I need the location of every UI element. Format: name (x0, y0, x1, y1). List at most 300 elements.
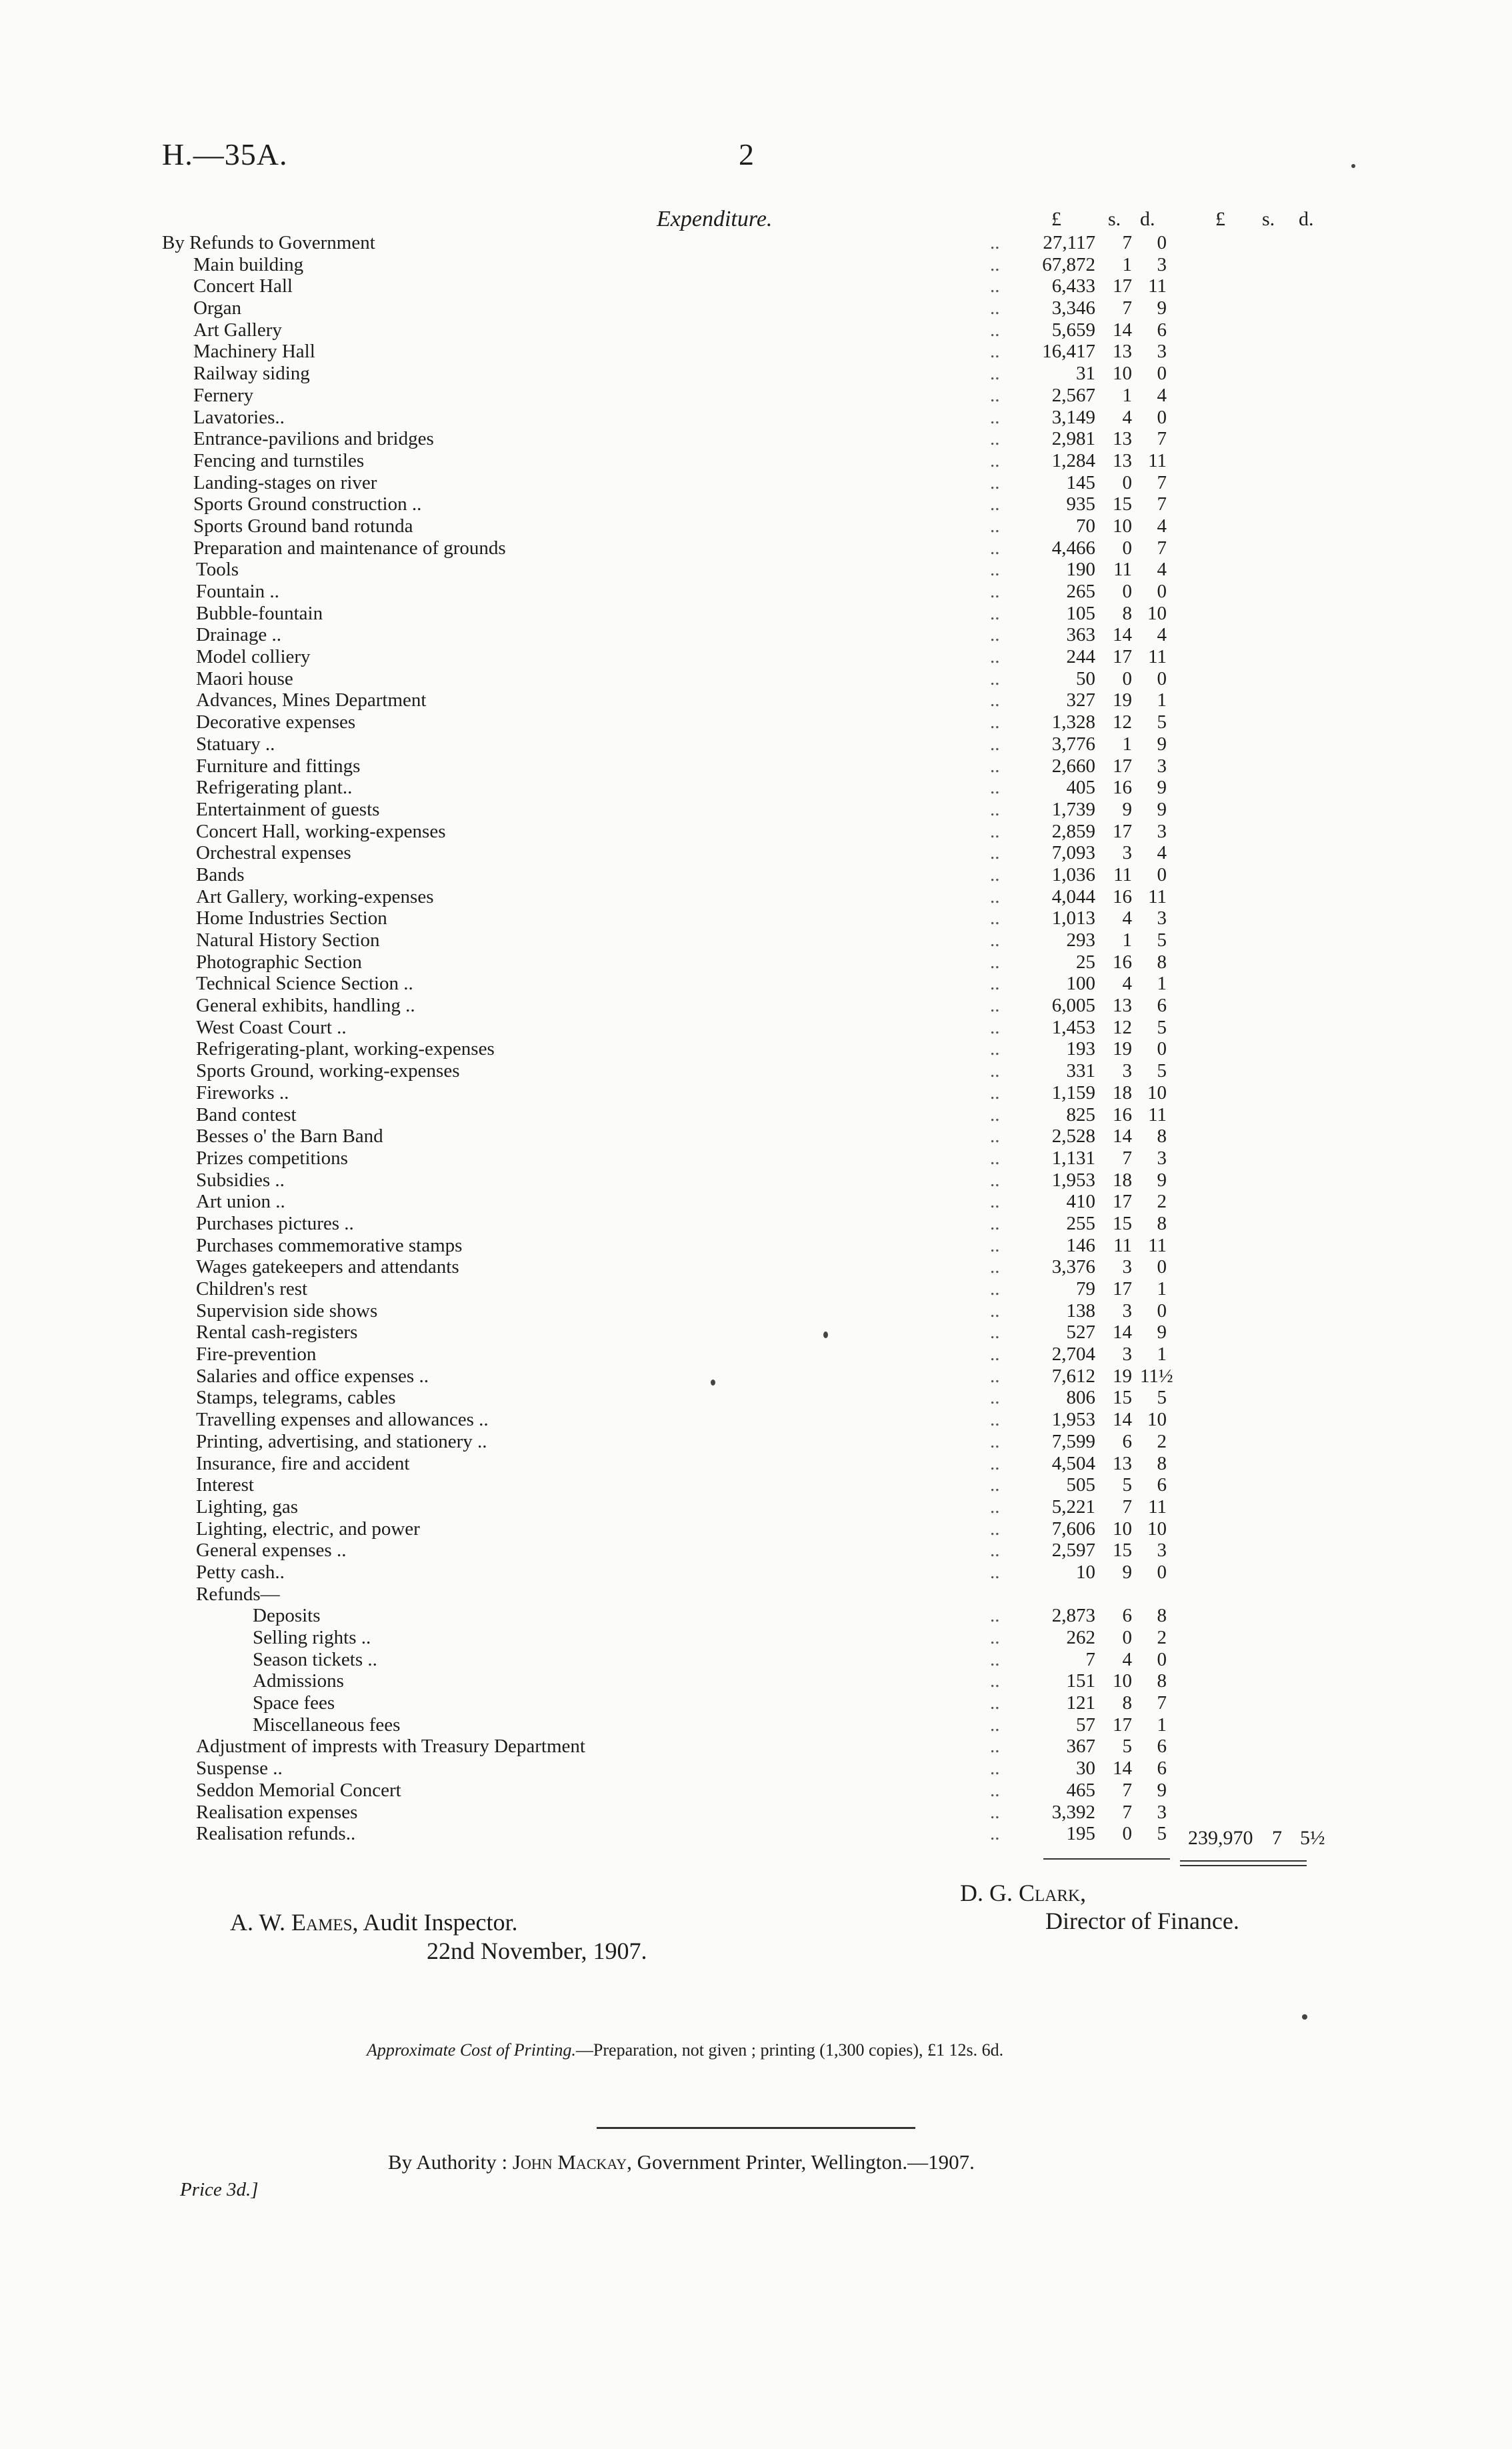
amount-pounds: 4,504 (1051, 1452, 1095, 1474)
leader-dots: .. (990, 1540, 1000, 1562)
table-row (0, 799, 1512, 821)
grand-total-shillings: 7 (1272, 1827, 1282, 1849)
table-row (0, 1474, 1512, 1496)
table-row (0, 1649, 1512, 1671)
amount-pence: 0 (1157, 1648, 1167, 1670)
amount-shillings: 10 (1113, 363, 1132, 385)
leader-dots: .. (990, 777, 1000, 799)
table-row (0, 1191, 1512, 1213)
row-label: Fire-prevention (196, 1344, 317, 1366)
row-label: Railway siding (193, 363, 310, 385)
row-label: Fireworks .. (196, 1081, 289, 1103)
leader-dots: .. (990, 1365, 1000, 1387)
leader-dots: .. (990, 1060, 1000, 1082)
amount-pounds: 806 (1066, 1387, 1095, 1409)
amount-pounds: 1,953 (1051, 1169, 1095, 1191)
inspector-surname: Eames (291, 1909, 353, 1936)
table-row (0, 711, 1512, 733)
leader-dots: .. (990, 798, 1000, 820)
printer-authority-line (388, 2150, 975, 2174)
leader-dots: .. (990, 1670, 1000, 1692)
table-row (0, 842, 1512, 864)
leader-dots: .. (990, 449, 1000, 471)
amount-pence: 9 (1157, 1322, 1167, 1344)
row-label: Travelling expenses and allowances .. (196, 1409, 489, 1431)
table-row (0, 515, 1512, 537)
amount-shillings: 8 (1122, 1692, 1132, 1714)
amount-shillings: 3 (1122, 842, 1132, 864)
row-label: Sports Ground construction .. (193, 493, 422, 515)
amount-pence: 1 (1157, 689, 1167, 711)
amount-pence: 8 (1157, 1452, 1167, 1474)
leader-dots: .. (990, 1823, 1000, 1845)
amount-pounds: 1,159 (1051, 1081, 1095, 1103)
amount-pounds: 244 (1066, 646, 1095, 668)
amount-shillings: 17 (1113, 820, 1132, 842)
director-surname: Clark (1019, 1880, 1081, 1906)
scan-speck (823, 1332, 828, 1338)
table-row (0, 951, 1512, 973)
amount-shillings: 3 (1122, 1300, 1132, 1322)
amount-shillings: 4 (1122, 973, 1132, 995)
leader-dots: .. (990, 1496, 1000, 1518)
amount-pounds: 6,005 (1051, 995, 1095, 1017)
amount-pence: 7 (1157, 537, 1167, 559)
table-row (0, 385, 1512, 407)
leader-dots: .. (990, 1038, 1000, 1060)
amount-pence: 7 (1157, 471, 1167, 493)
amount-shillings: 14 (1113, 1758, 1132, 1780)
row-label: Bubble-fountain (196, 602, 323, 624)
leader-dots: .. (990, 1147, 1000, 1169)
table-row (0, 929, 1512, 951)
amount-pounds: 2,873 (1051, 1605, 1095, 1627)
leader-dots: .. (990, 733, 1000, 755)
amount-pounds: 255 (1066, 1212, 1095, 1234)
amount-shillings: 13 (1113, 341, 1132, 363)
col1-pence-header: d. (1140, 208, 1155, 230)
leader-dots: .. (990, 820, 1000, 842)
row-label: Decorative expenses (196, 711, 356, 733)
row-label: Band contest (196, 1103, 297, 1125)
row-label: Concert Hall (193, 275, 293, 297)
row-label: Technical Science Section .. (196, 973, 413, 995)
table-row (0, 1366, 1512, 1388)
row-label: Purchases pictures .. (196, 1212, 354, 1234)
table-row (0, 1496, 1512, 1518)
amount-pence: 6 (1157, 995, 1167, 1017)
table-row (0, 1453, 1512, 1475)
amount-shillings: 17 (1113, 755, 1132, 777)
amount-shillings: 14 (1113, 1409, 1132, 1431)
amount-pence: 11 (1148, 449, 1167, 471)
table-row (0, 1802, 1512, 1824)
amount-shillings: 0 (1122, 1823, 1132, 1845)
table-row (0, 1082, 1512, 1104)
table-row (0, 1125, 1512, 1147)
amount-pence: 2 (1157, 1191, 1167, 1213)
row-label: Sports Ground band rotunda (193, 515, 413, 537)
leader-dots: .. (990, 1409, 1000, 1431)
amount-pence: 5 (1157, 929, 1167, 951)
amount-shillings: 16 (1113, 951, 1132, 973)
amount-shillings: 12 (1113, 711, 1132, 733)
leader-dots: .. (990, 428, 1000, 450)
row-label: Art Gallery (193, 319, 282, 341)
director-signature (960, 1879, 1086, 1907)
amount-pounds: 265 (1066, 581, 1095, 602)
amount-pence: 5 (1157, 1016, 1167, 1038)
amount-pounds: 31 (1076, 363, 1095, 385)
amount-pence: 8 (1157, 1125, 1167, 1147)
table-row (0, 341, 1512, 363)
amount-pounds: 3,346 (1051, 297, 1095, 319)
row-label: Refrigerating plant.. (196, 777, 353, 799)
amount-pounds: 10 (1076, 1561, 1095, 1583)
amount-pence: 10 (1147, 1081, 1167, 1103)
leader-dots: .. (990, 929, 1000, 951)
amount-pounds: 195 (1066, 1823, 1095, 1845)
amount-shillings: 17 (1113, 1278, 1132, 1300)
total-rule-bottom (1180, 1865, 1307, 1866)
amount-pounds: 2,859 (1051, 820, 1095, 842)
amount-pence: 1 (1157, 973, 1167, 995)
leader-dots: .. (990, 1234, 1000, 1256)
amount-pounds: 5,659 (1051, 319, 1095, 341)
amount-pence: 8 (1157, 1605, 1167, 1627)
row-label: General exhibits, handling .. (196, 995, 415, 1017)
amount-pounds: 405 (1066, 777, 1095, 799)
table-row (0, 995, 1512, 1017)
leader-dots: .. (990, 1801, 1000, 1823)
amount-pounds: 5,221 (1051, 1496, 1095, 1518)
row-label: Purchases commemorative stamps (196, 1234, 463, 1256)
leader-dots: .. (990, 689, 1000, 711)
amount-pence: 9 (1157, 1169, 1167, 1191)
table-row (0, 907, 1512, 929)
leader-dots: .. (990, 537, 1000, 559)
amount-pence: 6 (1157, 1758, 1167, 1780)
amount-pence: 4 (1157, 384, 1167, 406)
table-row (0, 1169, 1512, 1191)
table-row (0, 297, 1512, 319)
row-label: Statuary .. (196, 733, 275, 755)
authority-prefix: By Authority : (388, 2150, 508, 2174)
amount-shillings: 14 (1113, 319, 1132, 341)
amount-pounds: 7,612 (1051, 1365, 1095, 1387)
table-row (0, 275, 1512, 297)
amount-pounds: 25 (1076, 951, 1095, 973)
leader-dots: .. (990, 624, 1000, 646)
amount-pounds: 146 (1066, 1234, 1095, 1256)
leader-dots: .. (990, 1169, 1000, 1191)
row-label: Bands (196, 863, 245, 885)
amount-pounds: 190 (1066, 559, 1095, 581)
table-row (0, 1692, 1512, 1714)
row-label: Sports Ground, working-expenses (196, 1060, 460, 1082)
grand-total-pounds: 239,970 (1188, 1827, 1253, 1849)
leader-dots: .. (990, 1692, 1000, 1714)
amount-pence: 4 (1157, 842, 1167, 864)
leader-dots: .. (990, 1452, 1000, 1474)
leader-dots: .. (990, 667, 1000, 689)
table-row (0, 646, 1512, 668)
amount-shillings: 11 (1113, 1234, 1132, 1256)
amount-pounds: 70 (1076, 515, 1095, 537)
amount-shillings: 3 (1122, 1256, 1132, 1278)
amount-shillings: 1 (1122, 253, 1132, 275)
amount-shillings: 0 (1122, 537, 1132, 559)
table-row (0, 407, 1512, 429)
amount-pence: 11 (1148, 1103, 1167, 1125)
row-label: Advances, Mines Department (196, 689, 427, 711)
amount-shillings: 14 (1113, 1125, 1132, 1147)
amount-pounds: 30 (1076, 1758, 1095, 1780)
page-number: 2 (739, 137, 755, 171)
amount-shillings: 0 (1122, 471, 1132, 493)
amount-pounds: 57 (1076, 1714, 1095, 1736)
table-row (0, 232, 1512, 254)
expenditure-table (0, 232, 1512, 1845)
amount-shillings: 5 (1122, 1474, 1132, 1496)
leader-dots: .. (990, 515, 1000, 537)
amount-shillings: 10 (1113, 1518, 1132, 1540)
leader-dots: .. (990, 1016, 1000, 1038)
table-row (0, 1344, 1512, 1366)
scan-speck (711, 1380, 715, 1386)
amount-pounds: 1,013 (1051, 907, 1095, 929)
amount-shillings: 7 (1122, 1147, 1132, 1169)
amount-shillings: 19 (1113, 1365, 1132, 1387)
amount-pounds: 2,567 (1051, 384, 1095, 406)
table-row (0, 1213, 1512, 1235)
row-label: Space fees (253, 1692, 335, 1714)
amount-pounds: 6,433 (1051, 275, 1095, 297)
amount-pounds: 465 (1066, 1779, 1095, 1801)
amount-shillings: 1 (1122, 384, 1132, 406)
section-title: Expenditure. (657, 207, 773, 231)
row-label: Orchestral expenses (196, 842, 351, 864)
row-label: Concert Hall, working-expenses (196, 820, 446, 842)
table-row (0, 777, 1512, 799)
row-label: Printing, advertising, and stationery .. (196, 1430, 487, 1452)
col1-shillings-header: s. (1108, 208, 1121, 230)
amount-pounds: 7,093 (1051, 842, 1095, 864)
amount-shillings: 7 (1122, 297, 1132, 319)
row-label: Insurance, fire and accident (196, 1452, 410, 1474)
amount-pence: 3 (1157, 820, 1167, 842)
leader-dots: .. (990, 646, 1000, 668)
amount-pence: 1 (1157, 1714, 1167, 1736)
amount-shillings: 13 (1113, 428, 1132, 450)
row-label: Photographic Section (196, 951, 362, 973)
row-label: Entertainment of guests (196, 798, 380, 820)
table-row (0, 428, 1512, 450)
leader-dots: .. (990, 1736, 1000, 1758)
amount-pounds: 1,453 (1051, 1016, 1095, 1038)
amount-pence: 6 (1157, 1736, 1167, 1758)
amount-pounds: 193 (1066, 1038, 1095, 1060)
row-label: Petty cash.. (196, 1561, 285, 1583)
director-title: Director of Finance. (1045, 1908, 1239, 1934)
amount-pence: 3 (1157, 253, 1167, 275)
amount-pounds: 7 (1085, 1648, 1095, 1670)
amount-shillings: 6 (1122, 1605, 1132, 1627)
leader-dots: .. (990, 471, 1000, 493)
amount-shillings: 16 (1113, 1103, 1132, 1125)
row-label: Deposits (253, 1605, 321, 1627)
row-label: Model colliery (196, 646, 311, 668)
row-label: Refrigerating-plant, working-expenses (196, 1038, 495, 1060)
audit-inspector-signature (230, 1908, 517, 1936)
table-row (0, 668, 1512, 690)
amount-pounds: 1,284 (1051, 449, 1095, 471)
table-row (0, 537, 1512, 559)
table-row (0, 319, 1512, 341)
row-label: Suspense .. (196, 1758, 283, 1780)
amount-shillings: 0 (1122, 667, 1132, 689)
amount-shillings: 15 (1113, 1212, 1132, 1234)
amount-shillings: 10 (1113, 1670, 1132, 1692)
row-label: Home Industries Section (196, 907, 387, 929)
table-row (0, 1235, 1512, 1257)
amount-pounds: 527 (1066, 1322, 1095, 1344)
leader-dots: .. (990, 232, 1000, 253)
amount-shillings: 15 (1113, 493, 1132, 515)
amount-shillings: 7 (1122, 1496, 1132, 1518)
leader-dots: .. (990, 1474, 1000, 1496)
amount-pounds: 1,953 (1051, 1409, 1095, 1431)
amount-pence: 0 (1157, 1038, 1167, 1060)
amount-pence: 5 (1157, 711, 1167, 733)
amount-pence: 0 (1157, 667, 1167, 689)
leader-dots: .. (990, 253, 1000, 275)
leader-dots: .. (990, 863, 1000, 885)
amount-pence: 4 (1157, 515, 1167, 537)
amount-shillings: 13 (1113, 449, 1132, 471)
amount-pence: 9 (1157, 1779, 1167, 1801)
table-row (0, 1256, 1512, 1278)
leader-dots: .. (990, 1344, 1000, 1366)
director-initials: D. G. (960, 1880, 1013, 1906)
amount-shillings: 4 (1122, 907, 1132, 929)
leader-dots: .. (990, 842, 1000, 864)
row-label: Machinery Hall (193, 341, 315, 363)
row-label: Landing-stages on river (193, 471, 377, 493)
table-row (0, 254, 1512, 276)
amount-shillings: 17 (1113, 275, 1132, 297)
leader-dots: .. (990, 1322, 1000, 1344)
table-row (0, 1431, 1512, 1453)
leader-dots: .. (990, 406, 1000, 428)
amount-shillings: 4 (1122, 1648, 1132, 1670)
amount-shillings: 15 (1113, 1387, 1132, 1409)
amount-pounds: 2,597 (1051, 1540, 1095, 1562)
col2-pounds-header: £ (1215, 208, 1225, 230)
table-row (0, 1104, 1512, 1126)
amount-pence: 10 (1147, 602, 1167, 624)
table-row (0, 603, 1512, 625)
row-label: Besses o' the Barn Band (196, 1125, 383, 1147)
amount-pence: 0 (1157, 1256, 1167, 1278)
amount-pounds: 4,466 (1051, 537, 1095, 559)
row-label: Furniture and fittings (196, 755, 361, 777)
leader-dots: .. (990, 1779, 1000, 1801)
amount-pounds: 3,376 (1051, 1256, 1095, 1278)
row-label: Lighting, gas (196, 1496, 299, 1518)
amount-shillings: 13 (1113, 995, 1132, 1017)
leader-dots: .. (990, 951, 1000, 973)
amount-pence: 11½ (1140, 1365, 1173, 1387)
row-label: By Refunds to Government (162, 232, 375, 253)
amount-shillings: 13 (1113, 1452, 1132, 1474)
amount-pence: 8 (1157, 1670, 1167, 1692)
amount-pence: 0 (1157, 1561, 1167, 1583)
amount-pence: 0 (1157, 232, 1167, 253)
inspector-initials: A. W. (230, 1909, 286, 1936)
leader-dots: .. (990, 297, 1000, 319)
amount-shillings: 19 (1113, 689, 1132, 711)
amount-pounds: 16,417 (1042, 341, 1095, 363)
amount-pence: 3 (1157, 1147, 1167, 1169)
table-row (0, 1562, 1512, 1584)
amount-shillings: 12 (1113, 1016, 1132, 1038)
table-row (0, 1300, 1512, 1322)
amount-shillings: 1 (1122, 733, 1132, 755)
total-rule-top (1180, 1860, 1307, 1862)
leader-dots: .. (990, 1627, 1000, 1648)
amount-shillings: 4 (1122, 406, 1132, 428)
document-reference: H.—35A. (162, 137, 288, 171)
amount-pounds: 262 (1066, 1627, 1095, 1648)
amount-shillings: 7 (1122, 232, 1132, 253)
amount-shillings: 17 (1113, 1191, 1132, 1213)
amount-pounds: 4,044 (1051, 885, 1095, 907)
row-label: Entrance-pavilions and bridges (193, 428, 434, 450)
inspector-title: , Audit Inspector. (352, 1909, 518, 1936)
amount-pounds: 3,149 (1051, 406, 1095, 428)
row-label: General expenses .. (196, 1540, 347, 1562)
leader-dots: .. (990, 559, 1000, 581)
amount-shillings: 9 (1122, 1561, 1132, 1583)
leader-dots: .. (990, 995, 1000, 1017)
row-label: Refunds— (196, 1583, 280, 1605)
col1-pounds-header: £ (1051, 208, 1061, 230)
amount-pence: 0 (1157, 1300, 1167, 1322)
leader-dots: .. (990, 1758, 1000, 1780)
row-label: West Coast Court .. (196, 1016, 347, 1038)
row-label: Subsidies .. (196, 1169, 285, 1191)
amount-pence: 7 (1157, 1692, 1167, 1714)
footer-divider (597, 2127, 915, 2129)
leader-dots: .. (990, 1561, 1000, 1583)
leader-dots: .. (990, 1648, 1000, 1670)
amount-pounds: 410 (1066, 1191, 1095, 1213)
amount-pounds: 363 (1066, 624, 1095, 646)
amount-shillings: 7 (1122, 1801, 1132, 1823)
table-row (0, 363, 1512, 385)
leader-dots: .. (990, 973, 1000, 995)
leader-dots: .. (990, 275, 1000, 297)
amount-pence: 11 (1148, 885, 1167, 907)
leader-dots: .. (990, 1387, 1000, 1409)
row-label: Season tickets .. (253, 1648, 377, 1670)
amount-pounds: 2,528 (1051, 1125, 1095, 1147)
leader-dots: .. (990, 1300, 1000, 1322)
row-label: Adjustment of imprests with Treasury Department (196, 1736, 585, 1758)
leader-dots: .. (990, 1125, 1000, 1147)
amount-pence: 10 (1147, 1518, 1167, 1540)
